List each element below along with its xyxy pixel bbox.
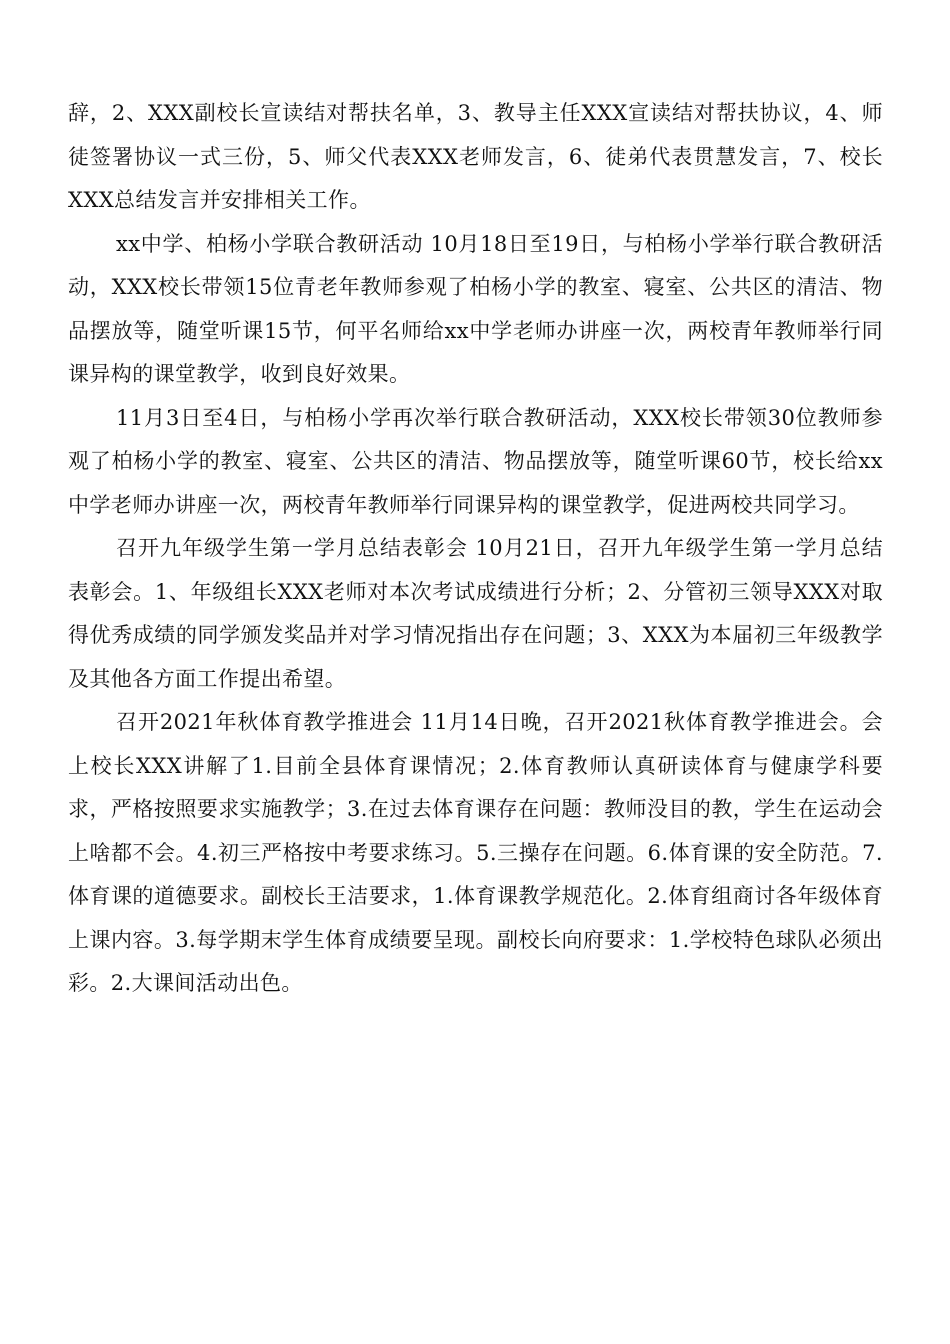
paragraph-joint-research-oct: xx中学、柏杨小学联合教研活动 10月18日至19日，与柏杨小学举行联合教研活动，XXX校长带领15位青老年教师参观了柏杨小学的教室、寝室、公共区的清洁、物品摆放等，随堂听课15节，何平名师给xx中学老师办讲座一次，两校青年教师举行同课异构的课堂教学，收到良好效果。 — [68, 231, 883, 386]
document-body — [68, 92, 883, 1006]
paragraph-joint-research-nov: 11月3日至4日，与柏杨小学再次举行联合教研活动，XXX校长带领30位教师参观了柏杨小学的教室、寝室、公共区的清洁、物品摆放等，随堂听课60节，校长给xx中学老师办讲座一次，两校青年教师举行同课异构的课堂教学，促进两校共同学习。 — [68, 405, 883, 517]
paragraph-continuation: 辞，2、XXX副校长宣读结对帮扶名单，3、教导主任XXX宣读结对帮扶协议，4、师徒签署协议一式三份，5、师父代表XXX老师发言，6、徒弟代表贯慧发言，7、校长XXX总结发言并安排相关工作。 — [68, 101, 883, 212]
paragraph-pe-meeting: 召开2021年秋体育教学推进会 11月14日晚，召开2021秋体育教学推进会。会上校长XXX讲解了1.目前全县体育课情况；2.体育教师认真研读体育与健康学科要求，严格按照要求实施教学；3.在过去体育课存在问题：教师没目的教，学生在运动会上啥都不会。4.初三严格按中考要求练习。5.三操存在问题。6.体育课的安全防范。7.体育课的道德要求。副校长王洁要求，1.体育课教学规范化。2.体育组商讨各年级体育上课内容。3.每学期末学生体育成绩要呈现。副校长向府要求：1.学校特色球队必须出彩。2.大课间活动出色。 — [68, 710, 883, 995]
paragraph-grade9-commendation: 召开九年级学生第一学月总结表彰会 10月21日，召开九年级学生第一学月总结表彰会。1、年级组长XXX老师对本次考试成绩进行分析；2、分管初三领导XXX对取得优秀成绩的同学颁发奖品并对学习情况指出存在问题；3、XXX为本届初三年级教学及其他各方面工作提出希望。 — [68, 536, 883, 691]
